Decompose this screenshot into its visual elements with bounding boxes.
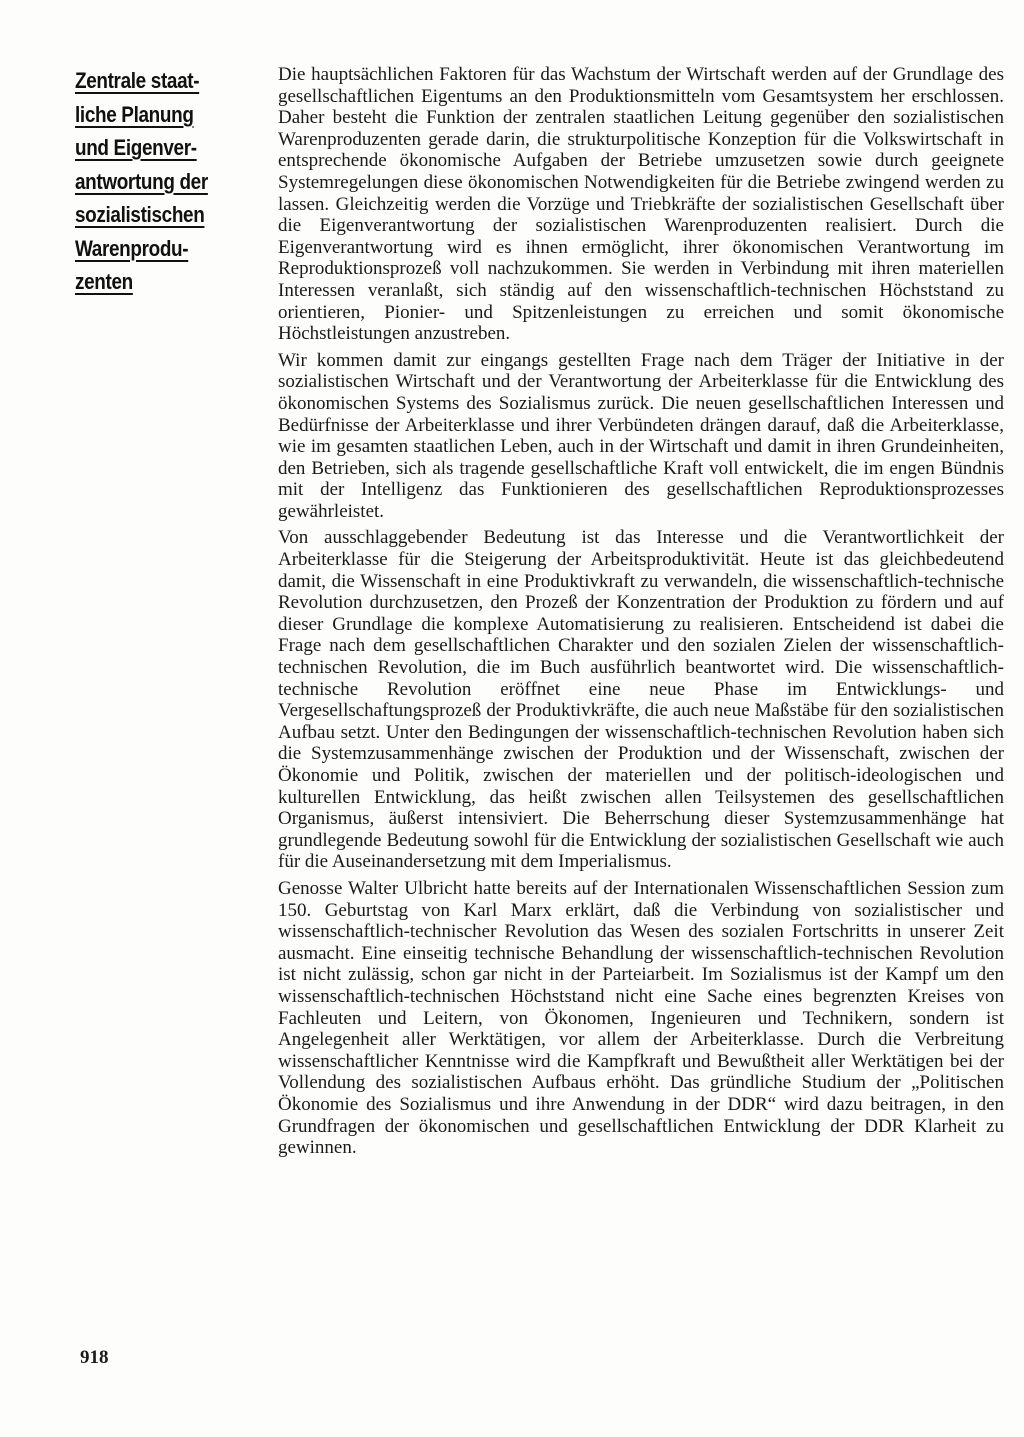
sidebar-heading-line: zenten bbox=[75, 269, 133, 294]
body-text bbox=[278, 64, 1004, 1164]
sidebar-heading-line: liche Planung bbox=[75, 101, 194, 127]
sidebar-heading-line: Warenprodu- bbox=[75, 235, 189, 261]
page-number: 918 bbox=[80, 1347, 109, 1368]
paragraph: Die hauptsächlichen Faktoren für das Wachstum der Wirtschaft werden auf der Grundlage des gesellschaftlichen Eigentums an den Produktionsmitteln vom Gesamtsystem her erschlossen. Daher besteht die Funktion der zentralen staatlichen Leitung gegenüber den sozialistischen Warenproduzenten gerade darin, die strukturpolitische Konzeption für die Volkswirtschaft in entsprechende ökonomische Aufgaben der Betriebe umzusetzen sowie durch geeignete Systemregelungen diese ökonomischen Notwendigkeiten für die Betriebe zwingend werden zu lassen. Gleichzeitig werden die Vorzüge und Triebkräfte der sozialistischen Gesellschaft über die Eigenverantwortung der sozialistischen Warenproduzenten realisiert. Durch die Eigenverantwortung wird es ihnen ermöglicht, ihrer ökonomischen Verantwortung im Reproduktionsprozeß voll nachzukommen. Sie werden in Verbindung mit ihren materiellen Interessen veranlaßt, sich ständig auf den wissenschaftlich-technischen Höchststand zu orientieren, Pionier- und Spitzenleistungen zu erreichen und somit ökonomische Höchstleistungen anzustreben. bbox=[278, 64, 1004, 345]
paragraph: Wir kommen damit zur eingangs gestellten Frage nach dem Träger der Initiative in der sozialistischen Wirtschaft und der Verantwortung der Arbeiterklasse für die Entwicklung des ökonomischen Systems des Sozialismus zurück. Die neuen gesellschaftlichen Interessen und Bedürfnisse der Arbeiterklasse und ihrer Verbündeten drängen darauf, daß die Arbeiterklasse, wie im gesamten staatlichen Leben, auch in der Wirtschaft und damit in ihren Grundeinheiten, den Betrieben, sich als tragende gesellschaftliche Kraft voll entwickelt, die im engen Bündnis mit der Intelligenz das Funktionieren des gesellschaftlichen Reproduktionsprozesses gewährleistet. bbox=[278, 349, 1004, 522]
sidebar-heading-line: sozialistischen bbox=[75, 202, 205, 227]
sidebar-heading-line: Zentrale staat- bbox=[75, 68, 200, 93]
sidebar bbox=[75, 64, 255, 299]
paragraph: Genosse Walter Ulbricht hatte bereits auf der Internationalen Wissenschaftlichen Session zum 150. Geburtstag von Karl Marx erklärt, daß die Verbindung von sozialistischer und wissenschaftlich-technischer Revolution das Wesen des sozialen Fortschritts in unserer Zeit ausmacht. Eine einseitig technische Behandlung der wissenschaftlich-technischen Revolution ist nicht zulässig, schon gar nicht in der Parteiarbeit. Im Sozialismus ist der Kampf um den wissenschaftlich-technischen Höchststand nicht eine Sache eines begrenzten Kreises von Fachleuten und Leitern, von Ökonomen, Ingenieuren und Technikern, sondern ist Angelegenheit aller Werktätigen, vor allem der Arbeiterklasse. Durch die Verbreitung wissenschaftlicher Kenntnisse wird die Kampfkraft und Bewußtheit aller Werktätigen bei der Vollendung des sozialistischen Aufbaus erhöht. Das gründliche Studium der „Politischen Ökonomie des Sozialismus und ihre Anwendung in der DDR“ wird dazu beitragen, in den Grundfragen der ökonomischen und gesellschaftlichen Entwicklung der DDR Klarheit zu gewinnen. bbox=[278, 877, 1004, 1159]
sidebar-heading-line: und Eigenver- bbox=[75, 135, 197, 160]
paragraph: Von ausschlaggebender Bedeutung ist das Interesse und die Verantwortlichkeit der Arbeiterklasse für die Steigerung der Arbeitsproduktivität. Heute ist das gleichbedeutend damit, die Wissenschaft in eine Produktivkraft zu verwandeln, die wissenschaftlich-technische Revolution durchzusetzen, den Prozeß der Konzentration der Produktion zu fördern und auf dieser Grundlage die komplexe Automatisierung zu realisieren. Entscheidend ist dabei die Frage nach dem gesellschaftlichen Charakter und den sozialen Zielen der wissenschaftlich-technischen Revolution, die im Buch ausführlich beantwortet wird. Die wissenschaftlich-technische Revolution eröffnet eine neue Phase im Entwicklungs- und Vergesellschaftungsprozeß der Produktivkräfte, die auch neue Maßstäbe für den sozialistischen Aufbau setzt. Unter den Bedingungen der wissenschaftlich-technischen Revolution haben sich die Systemzusammenhänge zwischen der Produktion und der Wissenschaft, zwischen der Ökonomie und Politik, zwischen der materiellen und der politisch-ideologischen und kulturellen Entwicklung, das heißt zwischen allen Teilsystemen des gesellschaftlichen Organismus, äußerst intensiviert. Die Beherrschung dieser Systemzusammenhänge hat grundlegende Bedeutung sowohl für die Entwicklung der sozialistischen Gesellschaft wie auch für die Auseinandersetzung mit dem Imperialismus. bbox=[278, 527, 1004, 873]
sidebar-heading bbox=[75, 64, 256, 299]
sidebar-heading-line: antwortung der bbox=[75, 168, 208, 194]
